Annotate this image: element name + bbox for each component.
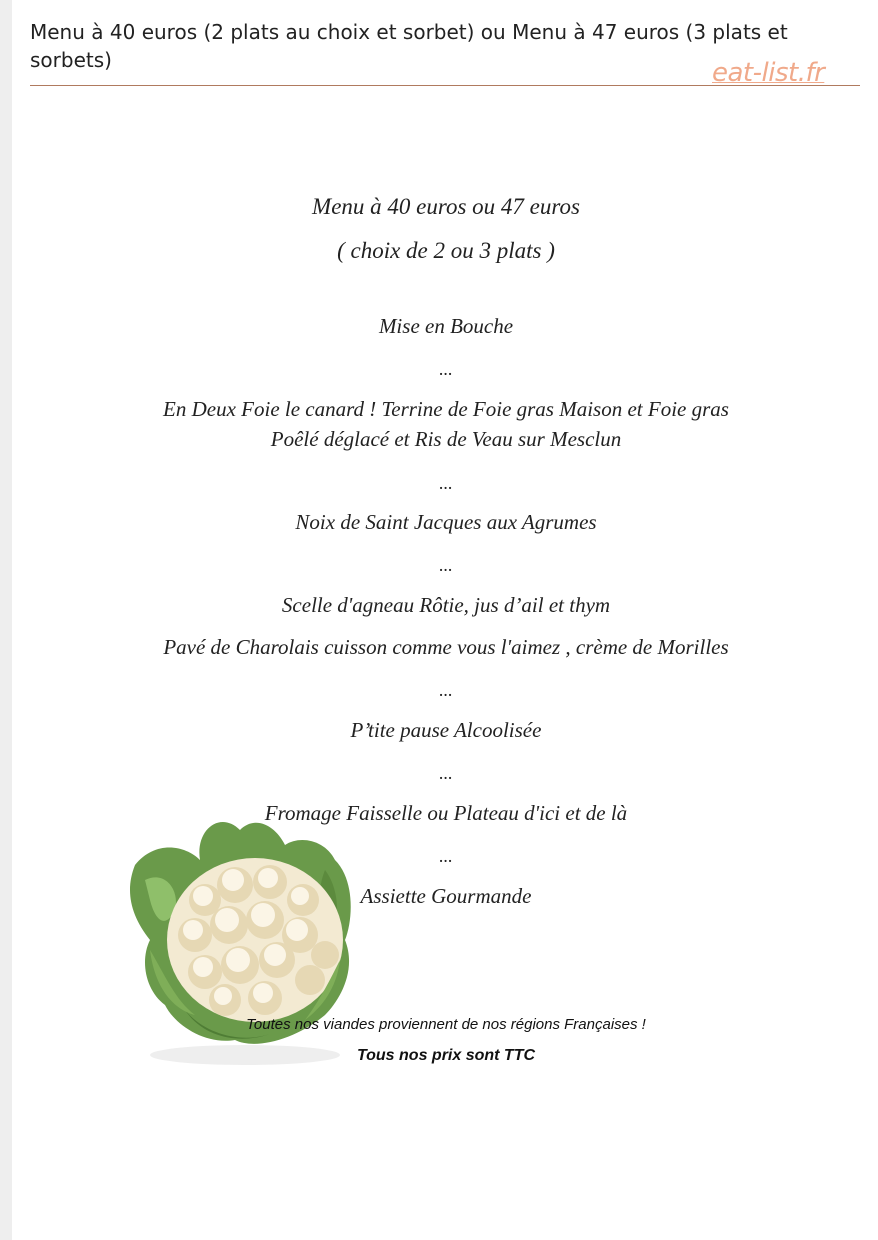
prices-note: Tous nos prix sont TTC [356,1047,536,1064]
menu-item-starter-line2: Poêlé déglacé et Ris de Veau sur Mesclun [270,427,622,451]
page-title: Menu à 40 euros (2 plats au choix et sorbet) ou Menu à 47 euros (3 plats et sorbets) [30,20,788,72]
watermark: eat-list.fr [712,58,825,88]
menu-item-cheese: Fromage Faisselle ou Plateau d'ici et de là [264,801,628,825]
menu-title: Menu à 40 euros ou 47 euros [312,194,580,219]
menu-separator: ... [439,680,453,700]
menu-separator: ... [439,763,453,783]
menu-item-fish: Noix de Saint Jacques aux Agrumes [295,510,597,534]
menu-item-pause: P’tite pause Alcoolisée [350,718,542,742]
menu-separator: ... [439,555,453,575]
menu-item-amuse: Mise en Bouche [378,314,514,338]
menu-separator: ... [439,473,453,493]
menu-item-meat-1: Scelle d'agneau Rôtie, jus d’ail et thym [281,593,611,617]
menu-item-starter-line1: En Deux Foie le canard ! Terrine de Foie gras Maison et Foie gras [163,397,729,421]
meat-origin-note: Toutes nos viandes proviennent de nos régions Françaises ! [246,1016,646,1033]
menu-separator: ... [439,846,453,866]
menu-item-dessert: Assiette Gourmande [360,884,532,908]
menu-item-meat-2: Pavé de Charolais cuisson comme vous l'aimez , crème de Morilles [163,635,729,659]
menu-subtitle: ( choix de 2 ou 3 plats ) [337,238,555,263]
menu-separator: ... [439,359,453,379]
